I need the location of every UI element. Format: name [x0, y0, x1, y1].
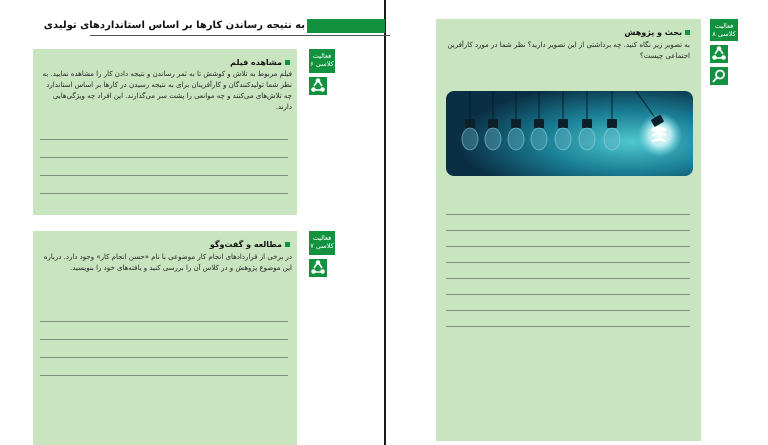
- heading-text: مشاهده فیلم: [230, 58, 282, 67]
- activity-badge-8: [710, 19, 738, 41]
- answer-line: [40, 375, 288, 376]
- recycle-icon: [710, 45, 728, 63]
- section-body-research: به تصویر زیر نگاه کنید. چه برداشتی از این تصویر دارید؟ نظر شما در مورد کارآفرین اجتماعی چیست؟: [447, 41, 690, 60]
- recycle-icon: [309, 259, 327, 277]
- answer-line: [40, 139, 288, 140]
- answer-line: [446, 214, 690, 215]
- answer-line: [446, 246, 690, 247]
- heading-bullet: [285, 242, 290, 247]
- section-heading-research: [540, 28, 690, 37]
- badge-label: فعالیت: [312, 234, 332, 242]
- section-body-film: فیلم مربوط به تلاش و کوشش تا به ثمر رساندن و نتیجه دادن کار را مشاهده نمایید. به نظر شما تولیدکنندگان و کارآفرینان برای به نتیجه رسیدن در کارها بر اساس استاندارد چه تلاش‌های می‌کنند و چه موانعی را پشت سر می‌گذارند. این افراد چه ویژگی‌هایی دارند.: [42, 70, 292, 111]
- heading-bullet: [285, 60, 290, 65]
- heading-text: مطالعه و گفت‌وگو: [209, 240, 282, 249]
- activity-badge-6: [309, 49, 335, 73]
- answer-line: [446, 230, 690, 231]
- answer-line: [446, 326, 690, 327]
- answer-line: [40, 175, 288, 176]
- answer-line: [40, 321, 288, 322]
- badge-label: فعالیت: [714, 22, 734, 30]
- header-accent-bar: [307, 19, 385, 33]
- activity-badge-7: [309, 231, 335, 255]
- light-bulbs-illustration: [446, 91, 693, 176]
- badge-number: کلاسی ۶: [310, 60, 334, 68]
- recycle-icon: [309, 77, 327, 95]
- answer-line: [446, 262, 690, 263]
- answer-line: [446, 294, 690, 295]
- heading-bullet: [685, 30, 690, 35]
- section-heading-study: [150, 240, 290, 249]
- answer-line: [446, 310, 690, 311]
- answer-line: [40, 339, 288, 340]
- answer-line: [446, 278, 690, 279]
- page-title: به نتیجه رساندن کارها بر اساس استانداردهای تولیدی: [43, 20, 305, 31]
- heading-text: بحث و پژوهش: [624, 28, 682, 37]
- page-divider: [384, 0, 386, 445]
- section-body-study: در برخی از قراردادهای انجام کار موضوعی با نام «حسن انجام کار» وجود دارد. درباره این موضوع پژوهش و در کلاس آن را بررسی کنید و یافته‌های خود را بنویسید.: [43, 253, 292, 272]
- answer-line: [40, 193, 288, 194]
- section-heading-film: [150, 58, 290, 67]
- badge-number: کلاسی ۷: [310, 242, 334, 250]
- badge-number: کلاسی ۸: [712, 30, 736, 38]
- light-bulbs-photo: [446, 91, 693, 176]
- title-underline: [90, 35, 390, 36]
- badge-label: فعالیت: [312, 52, 332, 60]
- answer-line: [40, 157, 288, 158]
- magnifier-icon: [710, 67, 728, 85]
- answer-line: [40, 357, 288, 358]
